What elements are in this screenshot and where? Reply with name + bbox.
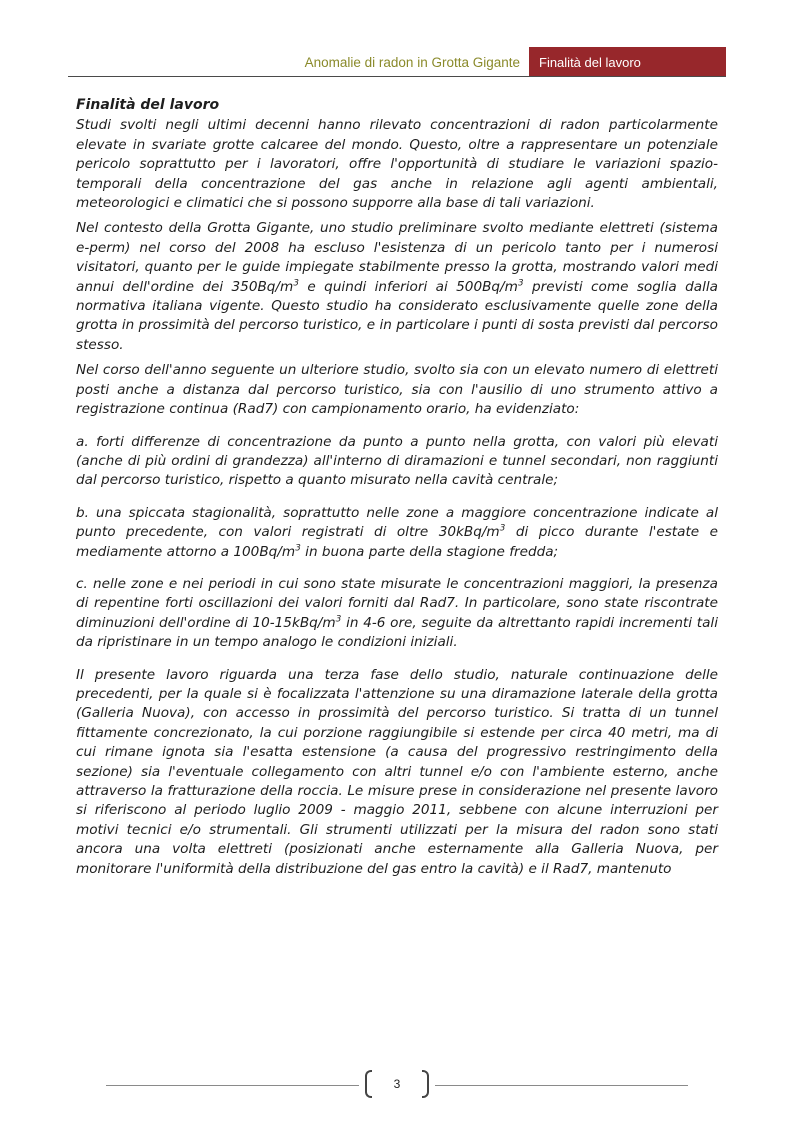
superscript: 3	[293, 278, 299, 289]
list-item-b-text-2: di picco durante l'estate e mediamente attorno a 100Bq/m	[76, 524, 718, 560]
superscript: 3	[499, 523, 506, 534]
list-item-c	[76, 575, 718, 653]
paragraph-current-work: Il presente lavoro riguarda una terza fase dello studio, naturale continuazione delle precedenti, per la quale si è focalizzata l'attenzione su una diramazione laterale della grotta (Galleria Nuova), con accesso in prossimità del percorso turistico. Si tratta di un tunnel fittamente concrezionato, la cui porzione raggiungibile si estende per circa 40 metri, ma di cui rimane ignota sia l'esatta estensione (a causa del progressivo restringimento della sezione) sia l'eventuale collegamento con altri tunnel e/o con l'ambiente esterno, anche attraverso la fratturazione della roccia. Le misure prese in considerazione nel presente lavoro si riferiscono al periodo luglio 2009 - maggio 2011, sebbene con alcune interruzioni per motivi tecnici e/o strumentali. Gli strumenti utilizzati per la misura del radon sono stati ancora una volta elettreti (posizionati anche esternamente alla Galleria Nuova, per monitorare l'uniformità della distribuzione del gas entro la cavità) e il Rad7, mantenuto	[76, 666, 718, 877]
page-footer	[106, 1068, 688, 1104]
footer-rule-right	[435, 1085, 688, 1086]
page-body	[76, 96, 718, 885]
list-item-a: a. forti differenze di concentrazione da punto a punto nella grotta, con valori più elevati (anche di più ordini di grandezza) all'interno di diramazioni e tunnel secondari, non raggiunti dal percorso turistico, rispetto a quanto misurato nella cavità centrale;	[76, 433, 718, 489]
paragraph-context-text-2: e quindi inferiori ai 500Bq/m	[299, 278, 518, 295]
paragraph-intro: Studi svolti negli ultimi decenni hanno rilevato concentrazioni di radon particolarmente elevate in svariate grotte calcaree del mondo. Questo, oltre a rappresentare un potenziale pericolo soprattutto per i lavoratori, offre l'opportunità di studiare le variazioni spazio-temporali della concentrazione del gas anche in relazione agli agenti ambientali, meteorologici e climatici che si possono supporre alla base di tali variazioni.	[76, 117, 718, 212]
list-item-c-text-1: c. nelle zone e nei periodi in cui sono state misurate le concentrazioni maggiori, la presenza di repentine forti oscillazioni dei valori forniti dal Rad7. In particolare, sono state riscontrate diminuzioni dell'ordine di 10-15kBq/m	[76, 575, 718, 631]
superscript: 3	[517, 278, 524, 289]
superscript: 3	[335, 614, 342, 625]
right-bracket-icon	[422, 1070, 429, 1098]
document-title: Anomalie di radon in Grotta Gigante	[304, 55, 520, 70]
list-item-b-text-1: b. una spiccata stagionalità, soprattutto nelle zone a maggiore concentrazione indicate al punto precedente, con valori registrati di oltre 30kBq/m	[76, 504, 718, 541]
section-heading: Finalità del lavoro	[76, 97, 220, 113]
list-item-b-text-3: in buona parte della stagione fredda;	[300, 543, 559, 560]
header-rule	[68, 76, 726, 77]
list-item-c-text-2: in 4-6 ore, seguite da altrettanto rapidi incrementi tali da ripristinare in un tempo analogo le condizioni iniziali.	[76, 614, 718, 651]
paragraph-context	[76, 219, 718, 355]
paragraph-context-text-3: previsti come soglia dalla normativa italiana vigente. Questo studio ha considerato esclusivamente quelle zone della grotta in prossimità del percorso turistico, e in particolare i punti di sosta previsti dal percorso stesso.	[76, 278, 719, 353]
section-tab: Finalità del lavoro	[529, 47, 726, 77]
list-item-b	[76, 504, 718, 562]
paragraph-context-text-1: Nel contesto della Grotta Gigante, uno studio preliminare svolto mediante elettreti (sistema e-perm) nel corso del 2008 ha escluso l'esistenza di un pericolo tanto per i numerosi visitatori, quanto per le guide impiegate stabilmente presso la grotta, mostrando valori medi annui dell'ordine dei 350Bq/m	[76, 220, 718, 295]
page-header	[68, 47, 726, 77]
paragraph-followup: Nel corso dell'anno seguente un ulteriore studio, svolto sia con un elevato numero di elettreti posti anche a distanza dal percorso turistico, sia con l'ausilio di uno strumento attivo a registrazione continua (Rad7) con campionamento orario, ha evidenziato:	[76, 362, 718, 418]
superscript: 3	[295, 543, 301, 553]
page-number: 3	[393, 1077, 401, 1091]
